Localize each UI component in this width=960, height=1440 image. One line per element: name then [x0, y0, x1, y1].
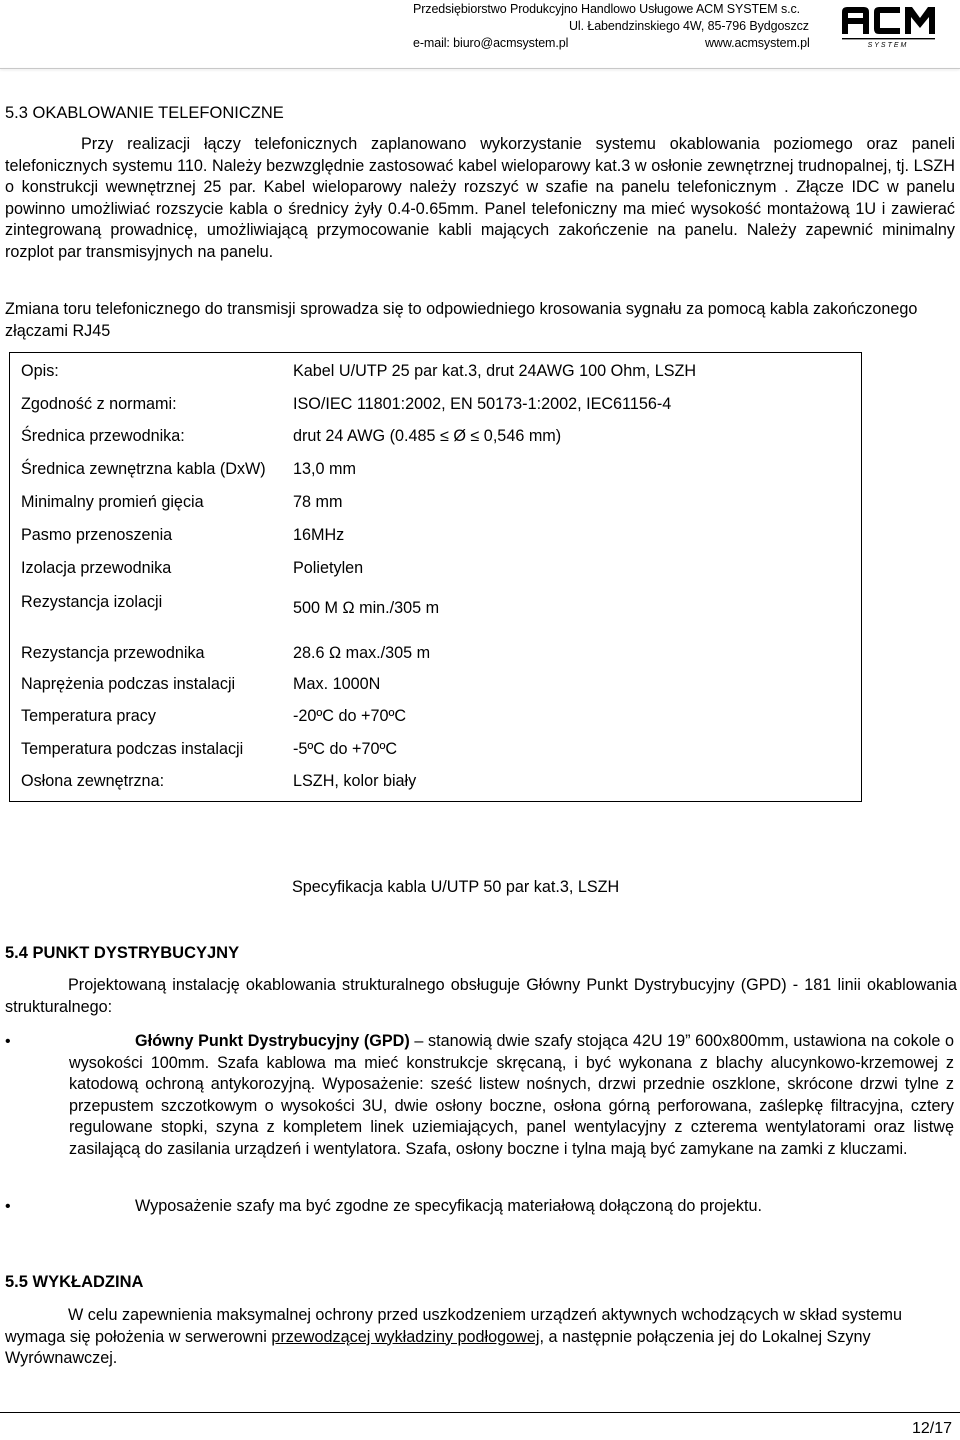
- spec-key: Rezystancja izolacji: [21, 593, 163, 612]
- spec-value: 16MHz: [293, 525, 345, 544]
- spec-row: [10, 353, 861, 387]
- company-website[interactable]: www.acmsystem.pl: [705, 36, 810, 50]
- spec-key: Osłona zewnętrzna:: [21, 772, 165, 791]
- spec-key: Opis:: [21, 362, 59, 380]
- spec-key: Średnica przewodnika:: [21, 427, 185, 446]
- spec-row: [10, 486, 861, 519]
- spec-row: [10, 419, 861, 452]
- spec-key: Izolacja przewodnika: [21, 558, 172, 577]
- section-5-3-paragraph-2: Zmiana toru telefonicznego do transmisji sprowadza się to odpowiedniego krosowania sygnału za pomocą kabla zakończonego złączami RJ45: [5, 300, 918, 340]
- floor-covering-link[interactable]: przewodzącej wykładziny podłogowej: [271, 1327, 540, 1346]
- section-title-5-3: 5.3 OKABLOWANIE TELEFONICZNE: [5, 104, 284, 122]
- bullet-equipment-text: Wyposażenie szafy ma być zgodne ze specyfikacją materiałową dołączoną do projektu.: [135, 1197, 762, 1215]
- section-5-4-paragraph: Projektowaną instalację okablowania strukturalnego obsługuje Główny Punkt Dystrybucyjny (GPD) - 181 linii okablowania strukturalnego:: [5, 976, 957, 1016]
- spec-value: 500 M Ω min./305 m: [293, 599, 440, 618]
- bullet-gpd: [69, 1031, 954, 1161]
- spec-key: Rezystancja przewodnika: [21, 643, 205, 662]
- bullet-equipment: [69, 1196, 954, 1218]
- spec-value: -20ºC do +70ºC: [293, 706, 407, 725]
- spec-row: [10, 733, 861, 766]
- section-title-5-5: 5.5 WYKŁADZINA: [5, 1273, 144, 1291]
- spec-row: [10, 636, 861, 669]
- spec-row: [10, 387, 861, 420]
- header-divider: [0, 68, 960, 69]
- section-5-5-text-before: W celu zapewnienia maksymalnej ochrony przed uszkodzeniem urządzeń aktywnych wchodzących w skład systemu wymaga się położenia w serwerowni: [5, 1306, 903, 1346]
- section-5-3-paragraph-1: Przy realizacji łączy telefonicznych zaplanowano wykorzystanie systemu okablowania poziomego oraz paneli telefonicznych systemu 110. Należy bezwzględnie zastosować kabel wieloparowy kat.3 w osłonie zewnętrznej trudnopalnej, tj. LSZH o konstrukcji wewnętrznej 25 par. Kabel wieloparowy należy rozszyć w szafie na panelu telefonicznym . Złącze IDC w panelu powinno umożliwiać rozszycie kabla o średnicy żyły 0.4-0.65mm. Panel telefoniczny ma mieć wysokość montażową 1U i zawierać zintegrowaną prowadnicę, umożliwiającą przymocowanie kabli mających zakończenie na panelu. Należy zapewnić minimalny rozplot par transmisyjnych na panelu.: [5, 135, 955, 261]
- spec-value: Polietylen: [293, 558, 364, 577]
- spec-row: [10, 584, 861, 636]
- bullet-marker: •: [5, 1033, 11, 1050]
- company-name: Przedsiębiorstwo Produkcyjno Handlowo Usługowe ACM SYSTEM s.c.: [413, 2, 801, 16]
- company-email[interactable]: e-mail: biuro@acmsystem.pl: [413, 36, 569, 50]
- spec-value: 13,0 mm: [293, 459, 356, 478]
- svg-text:SYSTEM: SYSTEM: [867, 42, 909, 48]
- spec-value: 78 mm: [293, 493, 343, 512]
- spec-row: [10, 452, 861, 487]
- spec-value: drut 24 AWG (0.485 ≤ Ø ≤ 0,546 mm): [293, 427, 562, 446]
- spec-key: Średnica zewnętrzna kabla (DxW): [21, 459, 266, 478]
- section-title-5-4: 5.4 PUNKT DYSTRYBUCYJNY: [5, 944, 240, 962]
- spec-value: ISO/IEC 11801:2002, EN 50173-1:2002, IEC61156-4: [293, 394, 672, 413]
- spec-key: Pasmo przenoszenia: [21, 525, 173, 544]
- spec-value: LSZH, kolor biały: [293, 772, 417, 791]
- spec-value: Max. 1000N: [293, 675, 381, 694]
- bullet-marker: •: [5, 1198, 11, 1215]
- spec-value: Kabel U/UTP 25 par kat.3, drut 24AWG 100 Ohm, LSZH: [293, 362, 697, 380]
- bullet-gpd-bold: Główny Punkt Dystrybucyjny (GPD): [135, 1032, 410, 1050]
- spec-key: Zgodność z normami:: [21, 394, 177, 413]
- spec-row: [10, 700, 861, 733]
- spec-row: [10, 552, 861, 585]
- acm-logo: [840, 4, 940, 48]
- spec-key: Temperatura podczas instalacji: [21, 739, 244, 758]
- spec-row: [10, 765, 861, 801]
- page-number: 12/17: [911, 1420, 952, 1437]
- spec-table-caption: Specyfikacja kabla U/UTP 50 par kat.3, LSZH: [292, 878, 620, 896]
- company-address: Ul. Łabendzinskiego 4W, 85-796 Bydgoszcz: [569, 19, 809, 33]
- section-5-5-text-after: , a następnie połączenia jej do Lokalnej Szyny Wyrównawczej.: [5, 1327, 871, 1368]
- spec-key: Minimalny promień gięcia: [21, 493, 204, 512]
- spec-row: [10, 668, 861, 700]
- spec-key: Naprężenia podczas instalacji: [21, 675, 236, 694]
- spec-value: 28.6 Ω max./305 m: [293, 643, 431, 662]
- cable-spec-table: [9, 352, 862, 802]
- spec-key: Temperatura pracy: [21, 706, 156, 725]
- bullet-gpd-text: – stanowią dwie szafy stojąca 42U 19” 600x800mm, ustawiona na cokole o wysokości 100mm. Szafa kablowa ma mieć konstrukcje skręcaną, i być wykonana z blachy alucynkowo-krzemowej z katodową ochroną antykorozyjną. Wyposażenie: sześć listew nośnych, drzwi przednie oszklone, skrócone drzwi tylne z przepustem szczotkowym o wysokości 3U, dwie osłony boczne, osłona górną perforowana, zaślepkę filtracyjna, cztery regulowane stopki, szyna z kompletem linek uziemiających, panel wentylacyjny z czterema wentylatorami oraz listwę zasilającą do zasilania urządzeń i wentylatora. Szafa, osłony boczne i tylna mają być zamykane na zamki z kluczami.: [69, 1032, 954, 1158]
- spec-row: [10, 519, 861, 552]
- footer-divider: [0, 1412, 960, 1413]
- section-5-5-paragraph: [5, 1305, 935, 1370]
- spec-value: -5ºC do +70ºC: [293, 739, 398, 758]
